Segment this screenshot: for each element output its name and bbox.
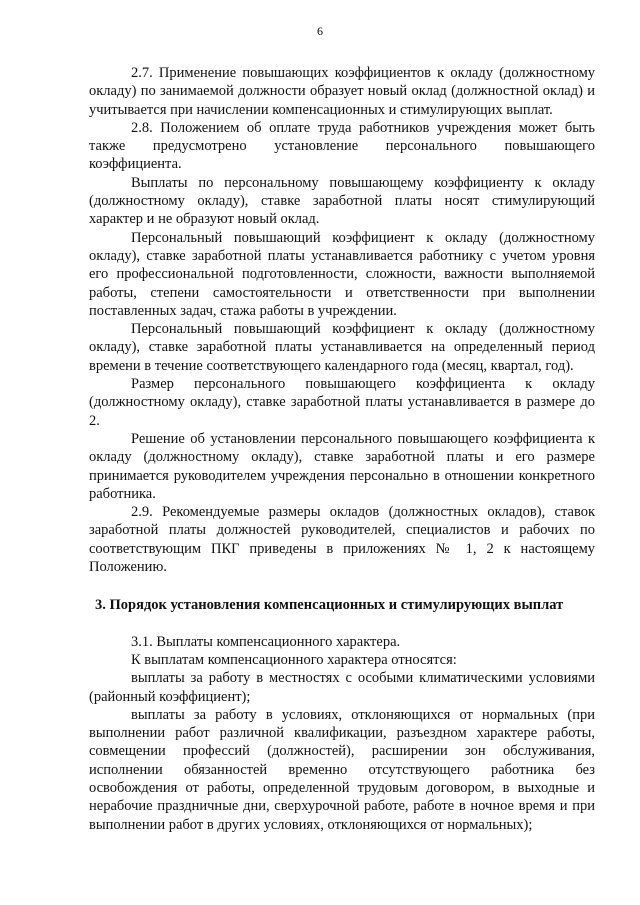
document-body xyxy=(89,64,595,834)
paragraph-2-7: 2.7. Применение повышающих коэффициентов к окладу (должностному окладу) по занимаемой должности образует новый оклад (должностной оклад) и учитывается при начислении компенсационных и стимулирующих выплат. xyxy=(89,65,595,118)
page-number: 6 xyxy=(317,24,323,38)
paragraph-2-9: 2.9. Рекомендуемые размеры окладов (должностных окладов), ставок заработной платы должностей руководителей, специалистов и рабочих по соответствующим ПКГ приведены в приложениях № 1, 2 к настоящему Положению. xyxy=(89,504,595,576)
paragraph-coefficient-decision: Решение об установлении персонального повышающего коэффициента к окладу (должностному окладу), ставке заработной платы и его размере принимается руководителем учреждения персонально в отношении конкретного работника. xyxy=(89,430,595,502)
paragraph-coefficient-period: Персональный повышающий коэффициент к окладу (должностному окладу), ставке заработной платы устанавливается на определенный период времени в течение соответствующего календарного года (месяц, квартал, год). xyxy=(89,321,595,374)
paragraph-coefficient-criteria: Персональный повышающий коэффициент к окладу (должностному окладу), ставке заработной платы устанавливается работнику с учетом уровня его профессиональной подготовленности, сложности, важности выполняемой работы, степени самостоятельности и ответственности при выполнении поставленных задач, стажа работы в учреждении. xyxy=(89,229,595,319)
paragraph-stimulating-nature: Выплаты по персональному повышающему коэффициенту к окладу (должностному окладу), ставке заработной платы носят стимулирующий характер и не образуют новый оклад. xyxy=(89,174,595,228)
paragraph-compensation-list-intro: К выплатам компенсационного характера относятся: xyxy=(131,651,457,668)
paragraph-district-coefficient: выплаты за работу в местностях с особыми климатическими условиями (районный коэффициент); xyxy=(89,670,595,705)
paragraph-3-1: 3.1. Выплаты компенсационного характера. xyxy=(131,633,401,650)
paragraph-2-8: 2.8. Положением об оплате труда работников учреждения может быть также предусмотрено установление персонального повышающего коэффициента. xyxy=(89,119,595,173)
paragraph-coefficient-size: Размер персонального повышающего коэффициента к окладу (должностному окладу), ставке заработной платы устанавливается в размере до 2. xyxy=(89,376,595,429)
section-heading: 3. Порядок установления компенсационных и стимулирующих выплат xyxy=(95,597,564,614)
paragraph-abnormal-conditions: выплаты за работу в условиях, отклоняющихся от нормальных (при выполнении работ различной квалификации, разъездном характере работы, совмещении профессий (должностей), расширении зон обслуживания, исполнении обязанностей временно отсутствующего работника без освобождения от работы, определенной трудовым договором, в выходные и нерабочие праздничные дни, сверхурочной работе, работе в ночное время и при выполнении работ в других условиях, отклоняющихся от нормальных); xyxy=(89,706,595,833)
